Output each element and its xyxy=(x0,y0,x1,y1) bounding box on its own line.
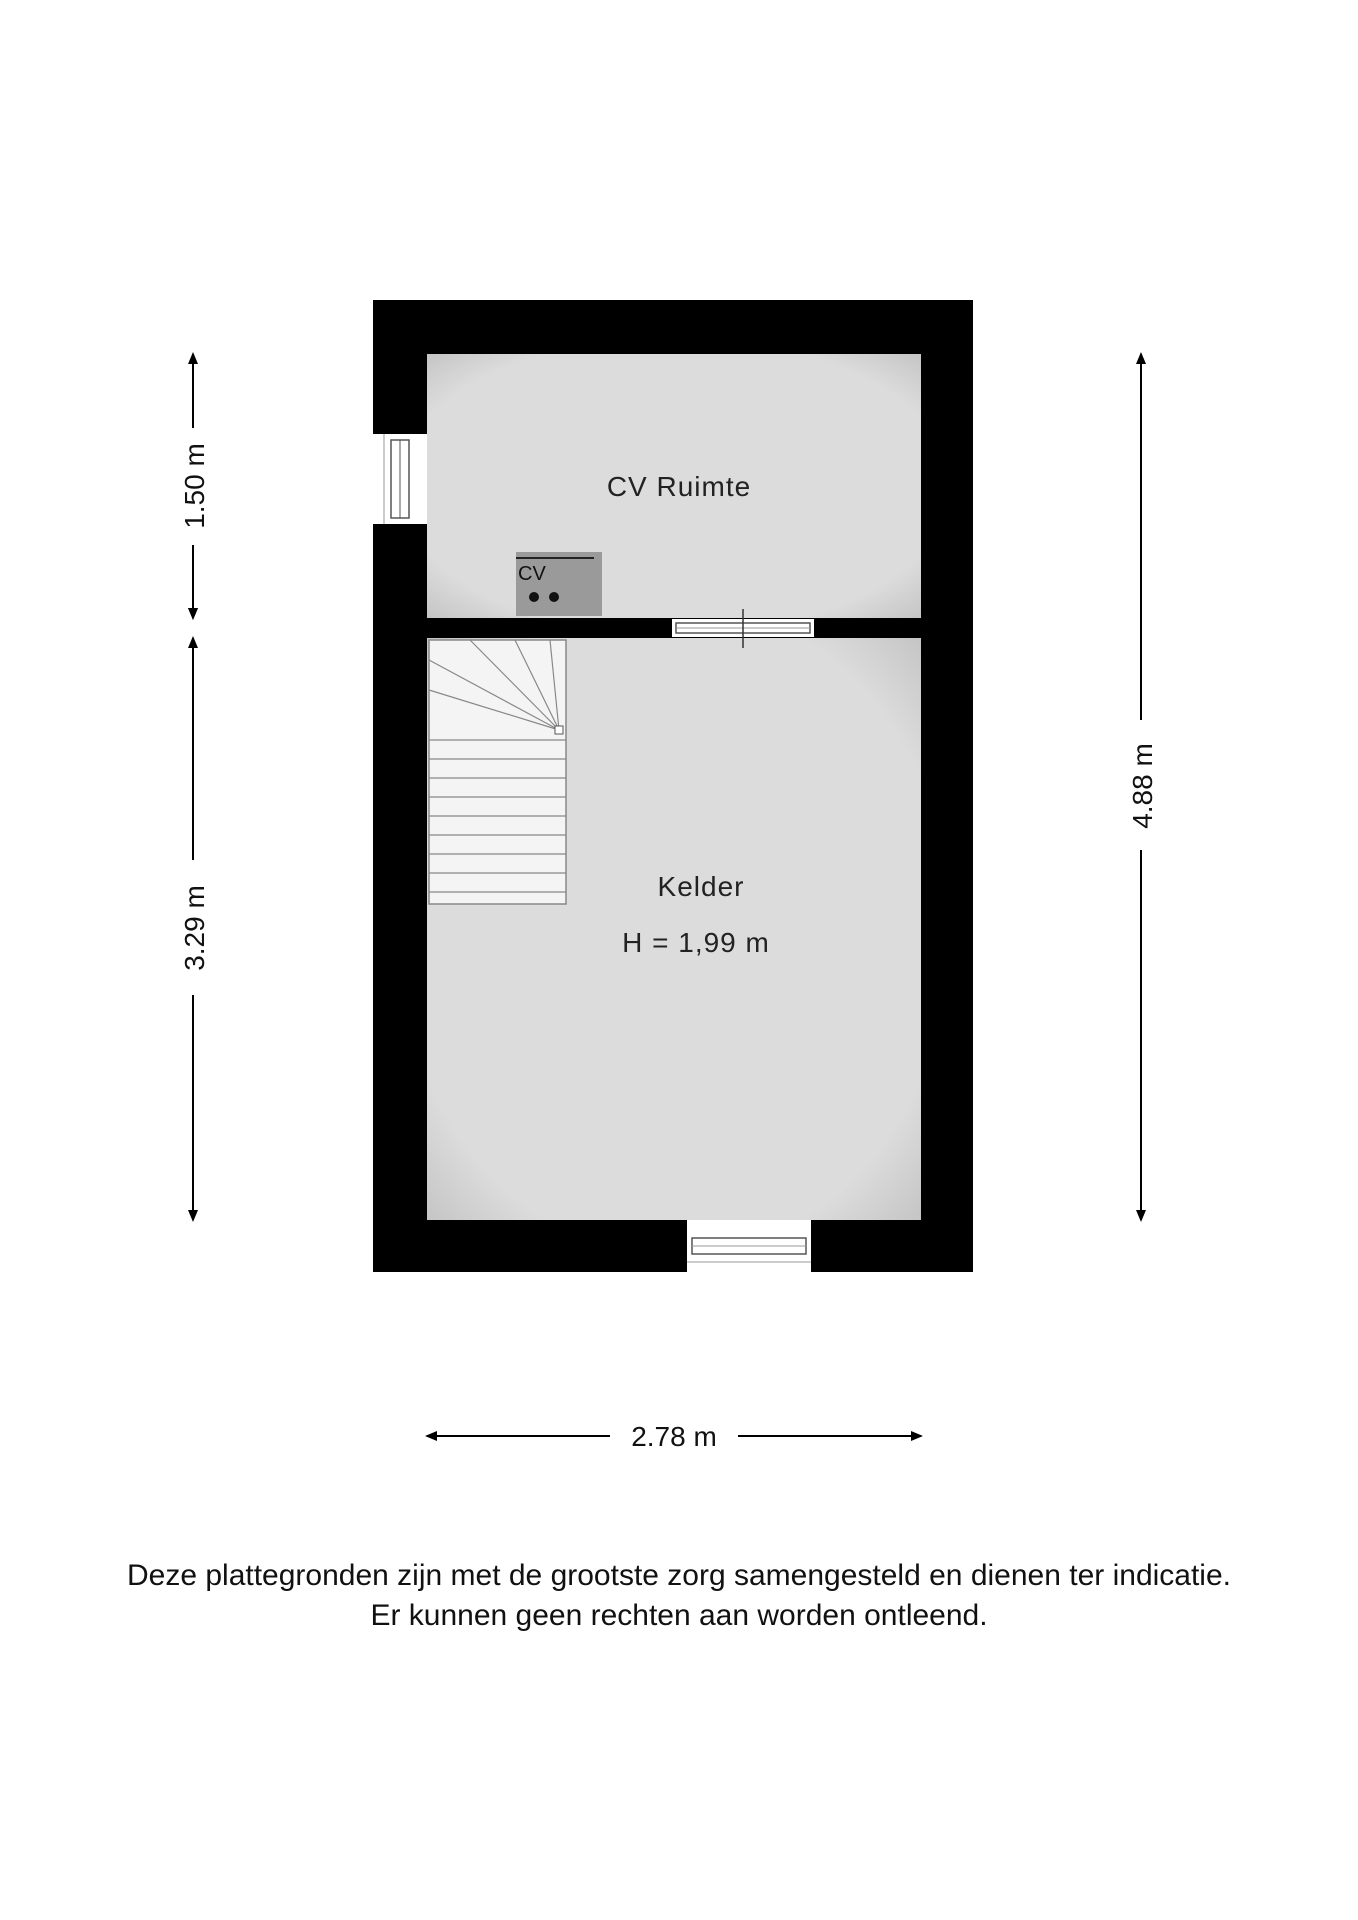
room-label-cv-ruimte: CV Ruimte xyxy=(606,471,752,502)
dimension-bottom xyxy=(427,1421,921,1452)
dimension-label-bottom: 2.78 m xyxy=(631,1421,717,1452)
room-label-kelder: Kelder xyxy=(657,871,745,902)
cv-boiler-label: CV xyxy=(518,563,546,585)
dimension-label-right: 4.88 m xyxy=(1127,743,1158,829)
staircase xyxy=(429,640,566,904)
disclaimer-line-2: Er kunnen geen rechten aan worden ontleend. xyxy=(370,1599,988,1632)
dimension-right-total xyxy=(1127,354,1158,1220)
dimension-left-upper xyxy=(175,354,211,618)
window-left xyxy=(373,434,427,524)
dimension-label-left-lower: 3.29 m xyxy=(179,885,210,971)
dimension-left-lower xyxy=(179,638,210,1220)
room-height-kelder: H = 1,99 m xyxy=(622,927,770,958)
dimension-label-left-upper: 1.50 m xyxy=(179,443,210,529)
cv-boiler xyxy=(516,552,602,616)
stair-newel-post xyxy=(555,726,563,734)
window-bottom xyxy=(687,1220,811,1272)
disclaimer-line-1: Deze plattegronden zijn met de grootste zorg samengesteld en dienen ter indicatie. xyxy=(126,1559,1231,1592)
